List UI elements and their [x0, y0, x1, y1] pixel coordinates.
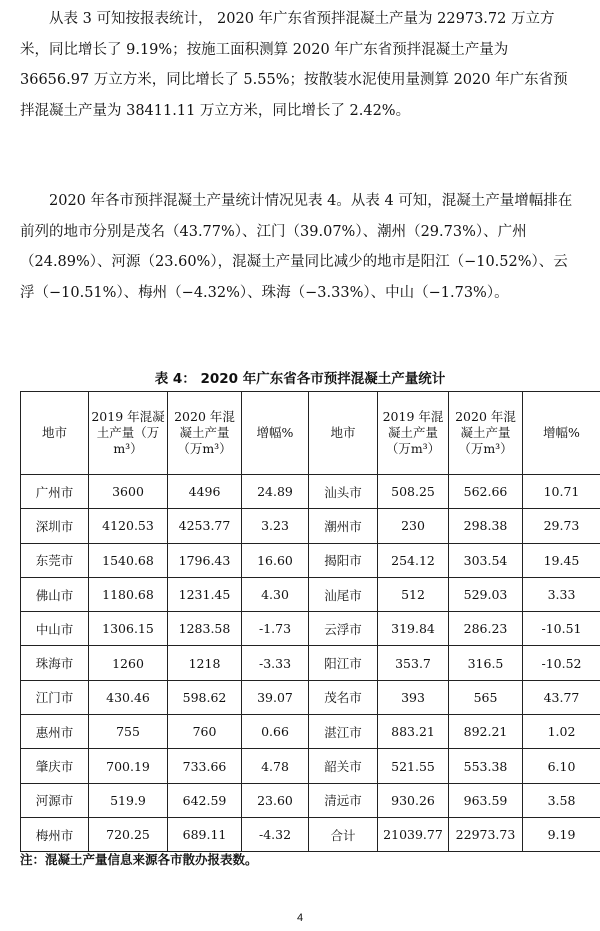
cell-growth: -10.52: [523, 646, 600, 680]
cell-2020-output: 1231.45: [168, 577, 242, 611]
cell-2020-output: 892.21: [449, 715, 523, 749]
cell-2019-output: 512: [378, 577, 449, 611]
cell-2020-output: 760: [168, 715, 242, 749]
table-header-row: [21, 392, 600, 475]
cell-2020-output: 529.03: [449, 577, 523, 611]
cell-city: 佛山市: [21, 577, 89, 611]
cell-2019-output: 1540.68: [89, 543, 168, 577]
table-row: [21, 612, 600, 646]
cell-city: 汕头市: [309, 475, 378, 509]
cell-city: 广州市: [21, 475, 89, 509]
cell-2019-output: 254.12: [378, 543, 449, 577]
cell-growth: 23.60: [242, 783, 309, 817]
cell-city: 中山市: [21, 612, 89, 646]
table-row: [21, 646, 600, 680]
cell-growth: 1.02: [523, 715, 600, 749]
table-row: [21, 817, 600, 851]
cell-2019-output: 1260: [89, 646, 168, 680]
table-row: [21, 783, 600, 817]
cell-growth: 16.60: [242, 543, 309, 577]
cell-2020-output: 642.59: [168, 783, 242, 817]
paragraph-report-summary: 从表 3 可知按报表统计， 2020 年广东省预拌混凝土产量为 22973.72 万立方米，同比增长了 9.19%；按施工面积测算 2020 年广东省预拌混凝土产量为 36656.97 万立方米，同比增长了 5.55%；按散装水泥使用量测算 2020 年广东省预拌混凝土产量为 38411.11 万立方米，同比增长了 2.42%。: [20, 11, 568, 119]
header-2019-output: 2019 年混凝土产量（万 m³）: [89, 392, 168, 475]
cell-2019-output: 319.84: [378, 612, 449, 646]
cell-city: 云浮市: [309, 612, 378, 646]
cell-city: 韶关市: [309, 749, 378, 783]
header-growth: 增幅%: [523, 392, 600, 475]
cell-growth: 3.23: [242, 509, 309, 543]
table-row: [21, 715, 600, 749]
cell-2020-output: 316.5: [449, 646, 523, 680]
table-row: [21, 749, 600, 783]
table-row: [21, 543, 600, 577]
cell-2019-output: 430.46: [89, 680, 168, 714]
cell-2019-output: 521.55: [378, 749, 449, 783]
cell-city: 河源市: [21, 783, 89, 817]
cell-growth: 10.71: [523, 475, 600, 509]
cell-2019-output: 720.25: [89, 817, 168, 851]
cell-2019-output: 1306.15: [89, 612, 168, 646]
cell-city: 梅州市: [21, 817, 89, 851]
cell-city: 湛江市: [309, 715, 378, 749]
cell-2020-output: 4253.77: [168, 509, 242, 543]
cell-growth: 19.45: [523, 543, 600, 577]
table-row: [21, 475, 600, 509]
cell-growth: 43.77: [523, 680, 600, 714]
cell-2020-output: 565: [449, 680, 523, 714]
cell-city: 江门市: [21, 680, 89, 714]
cell-2020-output: 4496: [168, 475, 242, 509]
cell-2020-output: 598.62: [168, 680, 242, 714]
cell-2019-output: 3600: [89, 475, 168, 509]
cell-2019-output: 508.25: [378, 475, 449, 509]
table-body: [21, 475, 600, 852]
cell-2020-output: 303.54: [449, 543, 523, 577]
cell-growth: 9.19: [523, 817, 600, 851]
cell-2020-output: 286.23: [449, 612, 523, 646]
cell-2020-output: 689.11: [168, 817, 242, 851]
cell-growth: 3.58: [523, 783, 600, 817]
cell-2020-output: 1796.43: [168, 543, 242, 577]
header-city: 地市: [21, 392, 89, 475]
header-growth: 增幅%: [242, 392, 309, 475]
cell-city: 肇庆市: [21, 749, 89, 783]
cell-city: 汕尾市: [309, 577, 378, 611]
cell-growth: -10.51: [523, 612, 600, 646]
header-2019-output: 2019 年混凝土产量（万m³）: [378, 392, 449, 475]
cell-growth: -1.73: [242, 612, 309, 646]
cell-city: 揭阳市: [309, 543, 378, 577]
cell-city: 阳江市: [309, 646, 378, 680]
table-row: [21, 577, 600, 611]
cell-2020-output: 1283.58: [168, 612, 242, 646]
cell-growth: 3.33: [523, 577, 600, 611]
cell-2019-output: 700.19: [89, 749, 168, 783]
paragraph-city-summary: 2020 年各市预拌混凝土产量统计情况见表 4。从表 4 可知，混凝土产量增幅排在前列的地市分别是茂名（43.77%）、江门（39.07%）、潮州（29.73%）、广州（24.89%）、河源（23.60%），混凝土产量同比减少的地市是阳江（−10.52%）、云浮（−10.51%）、梅州（−4.32%）、珠海（−3.33%）、中山（−1.73%）。: [20, 193, 573, 301]
cell-growth: 4.30: [242, 577, 309, 611]
cell-city: 东莞市: [21, 543, 89, 577]
cell-2020-output: 562.66: [449, 475, 523, 509]
cell-2019-output: 353.7: [378, 646, 449, 680]
header-2020-output: 2020 年混凝土产量（万m³）: [449, 392, 523, 475]
cell-2019-output: 519.9: [89, 783, 168, 817]
cell-2019-output: 883.21: [378, 715, 449, 749]
cell-2020-output: 298.38: [449, 509, 523, 543]
cell-growth: -4.32: [242, 817, 309, 851]
cell-2020-output: 22973.73: [449, 817, 523, 851]
production-table: [20, 391, 600, 852]
cell-growth: 39.07: [242, 680, 309, 714]
table-caption: 表 4： 2020 年广东省各市预拌混凝土产量统计: [154, 371, 446, 387]
cell-city: 清远市: [309, 783, 378, 817]
cell-2019-output: 930.26: [378, 783, 449, 817]
table-row: [21, 680, 600, 714]
table-note: 注：混凝土产量信息来源各市散办报表数。: [20, 852, 258, 867]
cell-2020-output: 733.66: [168, 749, 242, 783]
cell-growth: 6.10: [523, 749, 600, 783]
table-row: [21, 509, 600, 543]
cell-growth: 24.89: [242, 475, 309, 509]
cell-growth: 29.73: [523, 509, 600, 543]
cell-city: 潮州市: [309, 509, 378, 543]
cell-2019-output: 1180.68: [89, 577, 168, 611]
cell-city: 惠州市: [21, 715, 89, 749]
cell-2019-output: 755: [89, 715, 168, 749]
cell-2020-output: 553.38: [449, 749, 523, 783]
cell-2020-output: 963.59: [449, 783, 523, 817]
header-city: 地市: [309, 392, 378, 475]
cell-growth: 0.66: [242, 715, 309, 749]
cell-2020-output: 1218: [168, 646, 242, 680]
cell-2019-output: 21039.77: [378, 817, 449, 851]
cell-city: 合计: [309, 817, 378, 851]
cell-2019-output: 393: [378, 680, 449, 714]
cell-growth: 4.78: [242, 749, 309, 783]
cell-city: 珠海市: [21, 646, 89, 680]
cell-city: 茂名市: [309, 680, 378, 714]
cell-city: 深圳市: [21, 509, 89, 543]
cell-2019-output: 230: [378, 509, 449, 543]
cell-2019-output: 4120.53: [89, 509, 168, 543]
page-number: 4: [296, 912, 304, 924]
cell-growth: -3.33: [242, 646, 309, 680]
header-2020-output: 2020 年混凝土产量（万m³）: [168, 392, 242, 475]
